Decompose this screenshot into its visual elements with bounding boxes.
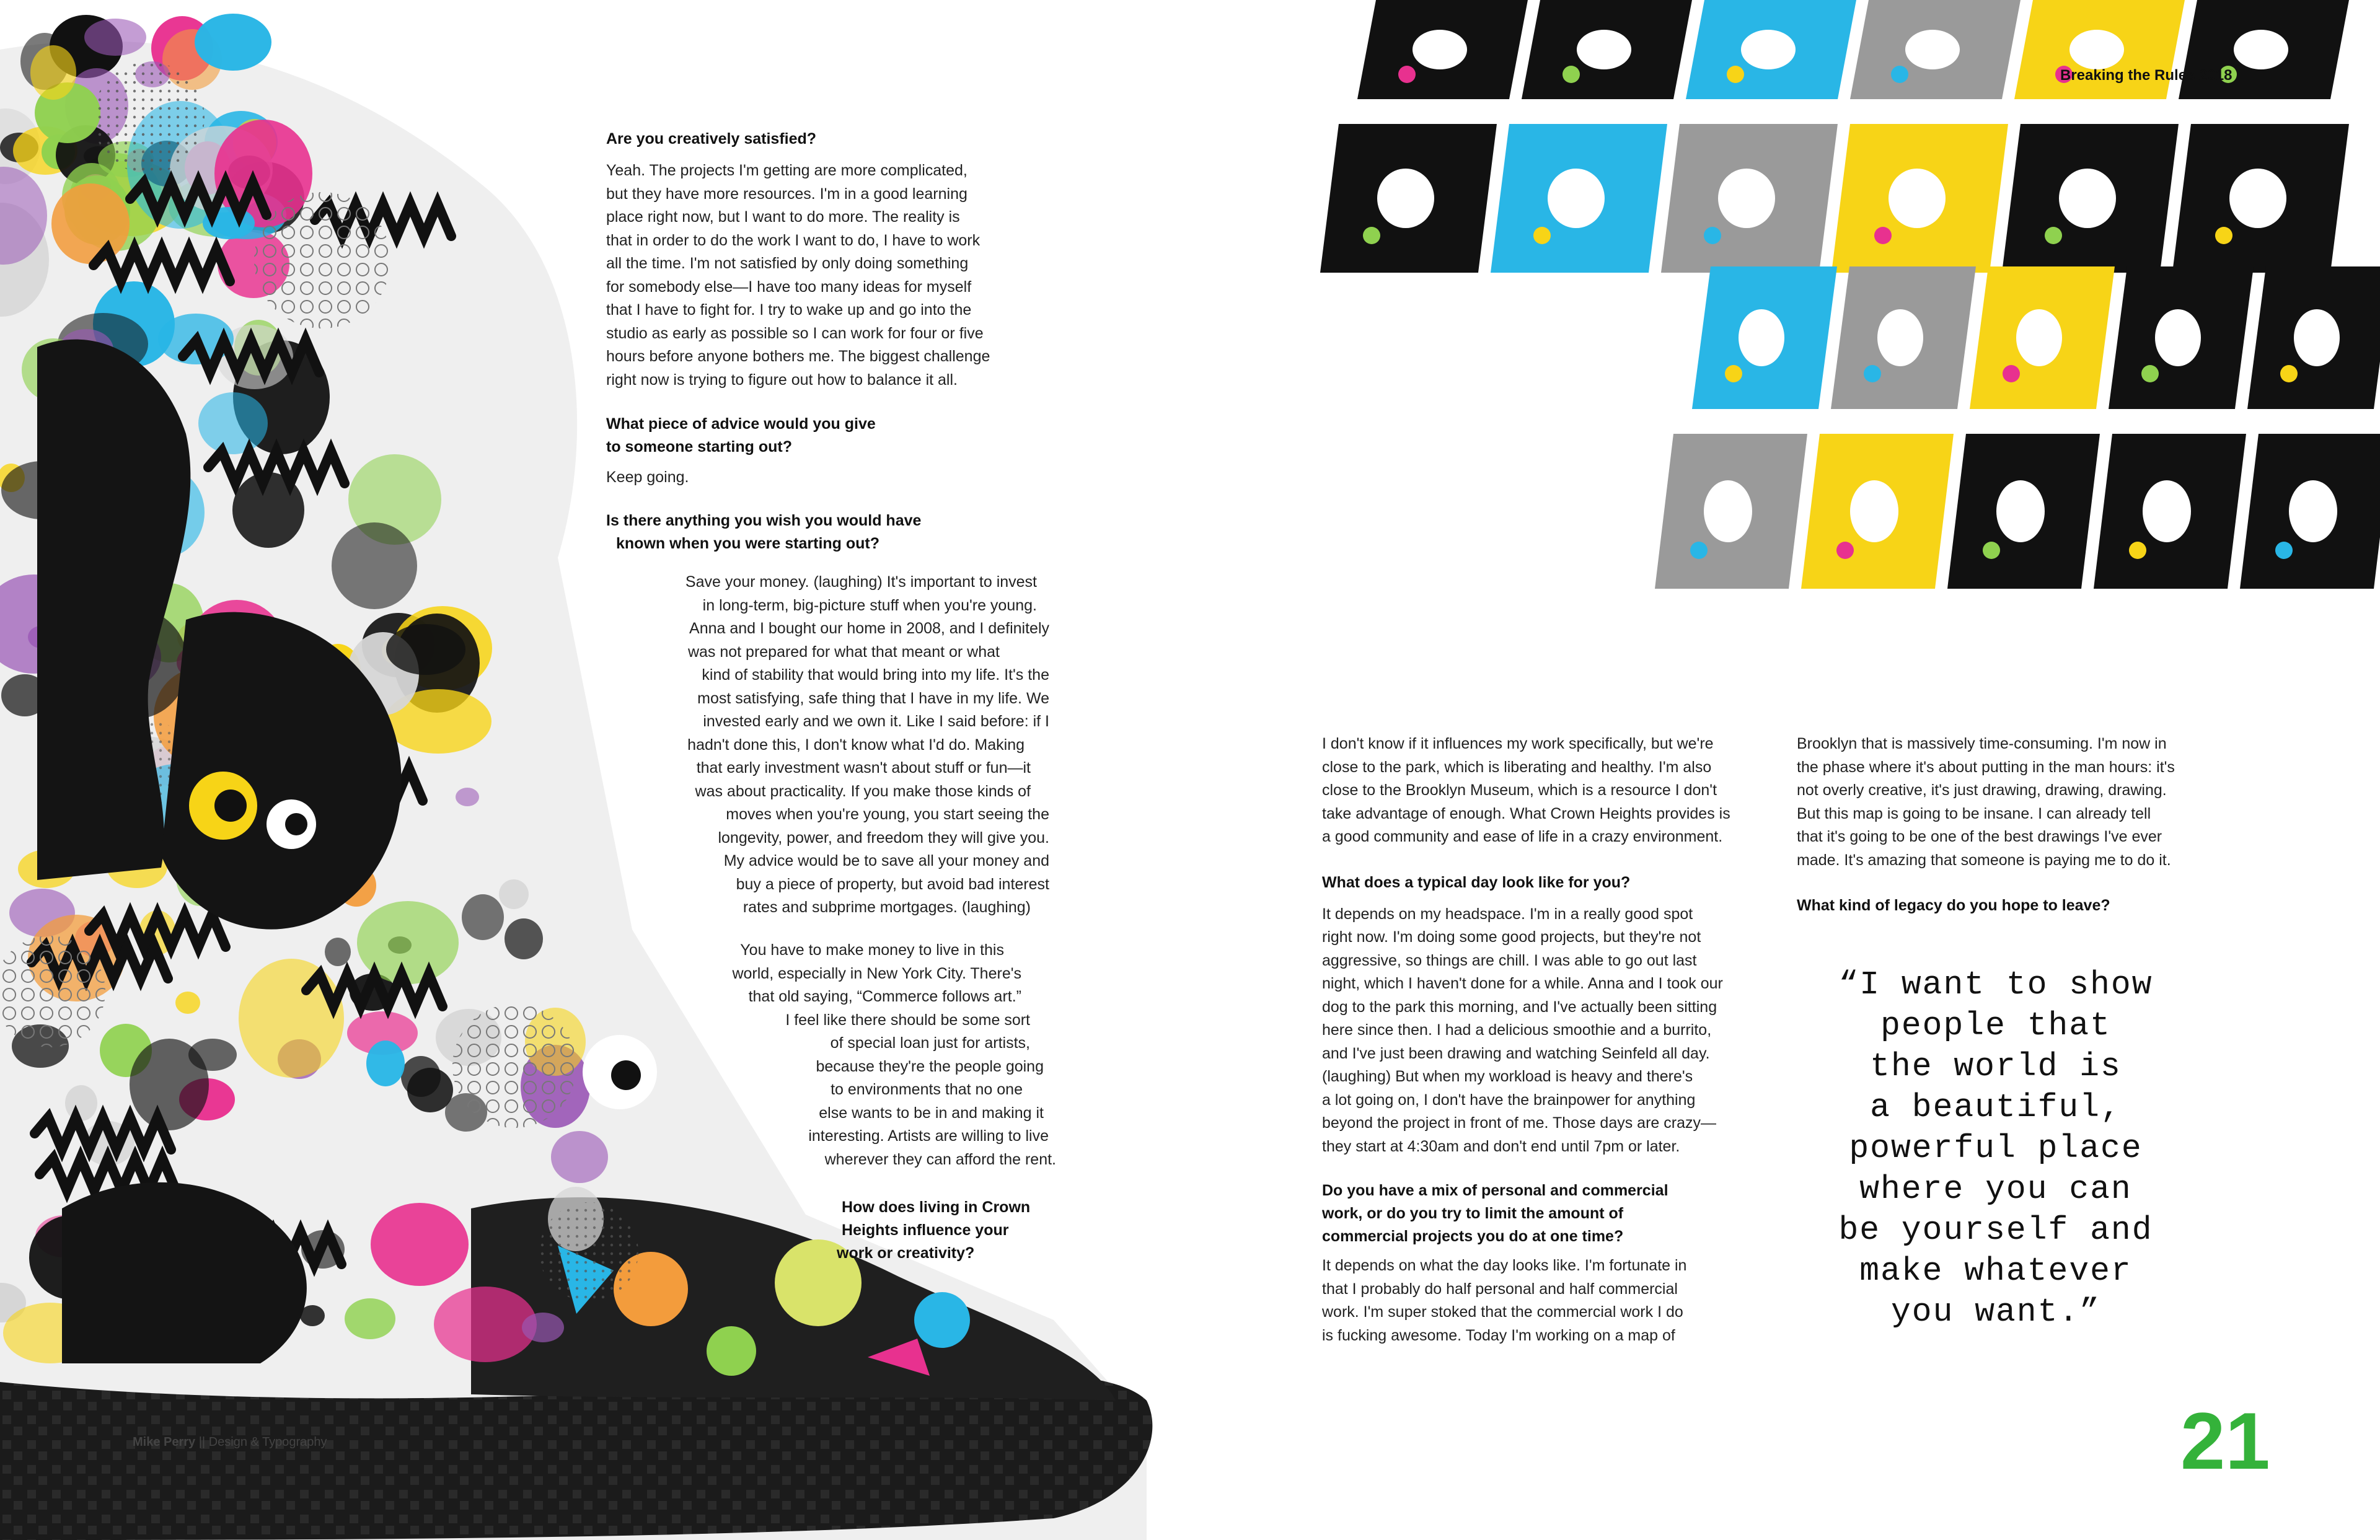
letter-counter — [2294, 309, 2340, 366]
doodle-blob — [499, 879, 529, 909]
text-line: because they're the people going — [816, 1057, 1044, 1075]
text-line: was not prepared for what that meant or what — [687, 643, 1000, 661]
right-column-2 — [1797, 733, 2268, 917]
letter-counter — [1889, 169, 1946, 228]
text-line: for somebody else—I have too many ideas for myself — [606, 278, 972, 296]
text-line: night, which I haven't done for a while. Anna and I took our — [1322, 975, 1723, 992]
text-line: What piece of advice would you give — [606, 415, 876, 433]
text-line: studio as early as possible so I can work for four or five — [606, 324, 984, 342]
letter-counter — [1377, 169, 1434, 228]
letter-counter — [2016, 309, 2062, 366]
doodle-blob — [84, 19, 146, 56]
text-line: I don't know if it influences my work specifically, but we're — [1322, 735, 1714, 752]
doodle-blob — [401, 1056, 441, 1097]
text-line: they start at 4:30am and don't end until 7pm or later. — [1322, 1137, 1680, 1155]
quote-line: where you can — [1859, 1171, 2132, 1208]
right-column-1 — [1322, 733, 1799, 1347]
letter-dot — [2141, 365, 2159, 382]
letter-dot — [1704, 227, 1721, 244]
text-line: all the time. I'm not satisfied by only doing something — [606, 255, 969, 272]
letter-counter — [1741, 30, 1796, 69]
text-line: world, especially in New York City. There's — [732, 964, 1021, 982]
text-line: hadn't done this, I don't know what I'd do. Making — [687, 736, 1025, 754]
doodle-blob — [456, 788, 479, 806]
doodle-blob — [551, 1131, 608, 1183]
doodle-blob — [366, 1041, 405, 1086]
text-line: commercial projects you do at one time? — [1322, 1228, 1624, 1245]
letter-counter — [1577, 30, 1631, 69]
text-line: Anna and I bought our home in 2008, and I definitely — [689, 620, 1049, 637]
question-creatively-satisfied: Are you creatively satisfied? — [606, 130, 817, 147]
letter-dot — [1533, 227, 1551, 244]
text-line: moves when you're young, you start seeing the — [726, 806, 1049, 823]
text-line: that old saying, “Commerce follows art.” — [748, 988, 1021, 1005]
text-line: known when you were starting out? — [616, 534, 880, 552]
letter-counter — [1718, 169, 1775, 228]
quote-line: be yourself and — [1838, 1212, 2153, 1249]
letter-counter — [1996, 480, 2045, 542]
question-typical-day: What does a typical day look like for you? — [1322, 873, 1631, 891]
letter-dot — [1725, 365, 1742, 382]
text-line: It depends on what the day looks like. I'm fortunate in — [1322, 1257, 1687, 1274]
quote-line: powerful place — [1849, 1130, 2143, 1167]
text-line: Save your money. (laughing) It's important to invest — [685, 573, 1037, 591]
letter-dot — [1983, 542, 2000, 559]
text-line: of special loan just for artists, — [830, 1034, 1030, 1052]
text-line: wherever they can afford the rent. — [824, 1150, 1056, 1168]
text-line: interesting. Artists are willing to live — [808, 1127, 1049, 1145]
text-line: rates and subprime mortgages. (laughing) — [743, 899, 1031, 916]
letter-counter — [1704, 480, 1752, 542]
letter-counter — [2229, 169, 2286, 228]
letter-dot — [1727, 66, 1744, 83]
letter-dot — [1690, 542, 1708, 559]
letter-counter — [2059, 169, 2116, 228]
text-line: Is there anything you wish you would have — [606, 511, 922, 529]
letter-counter — [2143, 480, 2191, 542]
credit-section: Design & Typography — [208, 1435, 327, 1449]
answer-wish-known — [558, 571, 1049, 920]
letter-dot — [2215, 227, 2232, 244]
text-line: (laughing) But when my workload is heavy and there's — [1322, 1068, 1693, 1085]
letter-dot — [1891, 66, 1908, 83]
left-column-top — [606, 128, 1090, 555]
doodle-blob — [30, 45, 76, 100]
text-line: and I've just been drawing and watching Seinfeld all day. — [1322, 1044, 1710, 1062]
text-line: I feel like there should be some sort — [785, 1011, 1030, 1029]
text-line: the phase where it's about putting in the man hours: it's — [1797, 758, 2175, 776]
text-line: You have to make money to live in this — [740, 941, 1004, 959]
doodle-blob — [462, 894, 504, 940]
text-line: Brooklyn that is massively time-consuming. I'm now in — [1797, 735, 2167, 752]
letter-counter — [1413, 30, 1467, 69]
text-line: to environments that no one — [831, 1081, 1023, 1098]
letter-counter — [1877, 309, 1923, 366]
text-line: hours before anyone bothers me. The biggest challenge — [606, 348, 990, 365]
doodle-blob — [188, 1039, 237, 1071]
letter-dot — [1836, 542, 1854, 559]
text-line: kind of stability that would bring into my life. It's the — [702, 666, 1049, 684]
letter-dot — [1398, 66, 1416, 83]
running-header: Breaking the Rules 2018 — [2060, 67, 2232, 84]
text-line: Do you have a mix of personal and commercial — [1322, 1182, 1668, 1199]
text-line: work. I'm super stoked that the commercial work I do — [1322, 1303, 1683, 1321]
doodle-blob — [198, 392, 268, 454]
question-wish-known — [606, 509, 1090, 555]
letter-counter — [2234, 30, 2288, 69]
question-crown-heights — [837, 1196, 1047, 1265]
text-line: not overly creative, it's just drawing, drawing, drawing. — [1797, 781, 2167, 799]
question-personal-commercial — [1322, 1179, 1799, 1248]
text-line: beyond the project in front of me. Those days are crazy— — [1322, 1114, 1716, 1132]
letter-dot — [1874, 227, 1892, 244]
text-line: place right now, but I want to do more. The reality is — [606, 208, 960, 226]
quote-line: “I want to show — [1838, 966, 2153, 1003]
text-line: a lot going on, I don't have the brainpower for anything — [1322, 1091, 1696, 1109]
text-line: work, or do you try to limit the amount of — [1322, 1205, 1624, 1222]
text-line: that I have to fight for. I try to wake up and go into the — [606, 301, 972, 319]
text-line: dog to the park this morning, and I've actually been sitting — [1322, 998, 1717, 1016]
text-line: that early investment wasn't about stuff or fun—it — [696, 759, 1031, 777]
letter-dot — [2003, 365, 2020, 382]
quote-line: the world is — [1870, 1048, 2122, 1085]
title-lettering-artwork — [1314, 0, 2380, 638]
pull-quote — [1785, 964, 2206, 1332]
text-line: was about practicality. If you make those kinds of — [695, 782, 1031, 800]
text-line: else wants to be in and making it — [819, 1104, 1044, 1122]
letter-dot — [1864, 365, 1881, 382]
quote-line: people that — [1880, 1007, 2111, 1044]
text-line: My advice would be to save all your money and — [723, 852, 1049, 869]
doodle-blob — [65, 1085, 97, 1121]
text-line: longevity, power, and freedom they will give you. — [718, 829, 1049, 847]
text-line: How does living in Crown — [842, 1199, 1031, 1216]
letter-counter — [1548, 169, 1605, 228]
text-line: work or creativity? — [837, 1244, 975, 1262]
doodle-blob — [345, 1298, 395, 1339]
doodle-blob — [371, 1203, 469, 1286]
question-advice — [606, 413, 1090, 459]
answer-advice: Keep going. — [606, 469, 689, 486]
text-line: right now is trying to figure out how to balance it all. — [606, 371, 958, 389]
doodle-blob — [239, 959, 344, 1078]
quote-line: a beautiful, — [1870, 1089, 2122, 1126]
text-line: invested early and we own it. Like I said before: if I — [703, 713, 1049, 730]
letter-counter — [1850, 480, 1898, 542]
text-line: that it's going to be one of the best drawings I've ever — [1797, 828, 2162, 845]
answer-personal-commercial-continued — [1797, 733, 2268, 872]
doodle-blob — [332, 522, 417, 609]
letter-dot — [2129, 542, 2146, 559]
doodle-blob — [175, 992, 200, 1014]
answer-make-money — [682, 939, 1066, 1171]
letter-counter — [2155, 309, 2201, 366]
text-line: is fucking awesome. Today I'm working on a map of — [1322, 1326, 1675, 1344]
text-line: a good community and ease of life in a crazy environment. — [1322, 828, 1723, 845]
text-line: Heights influence your — [842, 1221, 1009, 1239]
text-line: in long-term, big-picture stuff when you're young. — [702, 596, 1037, 614]
letter-dot — [2045, 227, 2062, 244]
answer-typical-day — [1322, 903, 1799, 1159]
text-line: right now. I'm doing some good projects, but they're not — [1322, 928, 1701, 946]
letter-dot — [1562, 66, 1580, 83]
text-line: It depends on my headspace. I'm in a really good spot — [1322, 905, 1693, 923]
quote-line: you want.” — [1890, 1293, 2101, 1331]
answer-creatively-satisfied — [606, 159, 1090, 392]
text-line: buy a piece of property, but avoid bad interest — [736, 875, 1049, 893]
text-line: close to the Brooklyn Museum, which is a resource I don't — [1322, 781, 1717, 799]
doodle-blob — [325, 938, 351, 966]
doodle-blob — [195, 14, 271, 71]
text-line: but they have more resources. I'm in a good learning — [606, 185, 967, 203]
answer-personal-commercial — [1322, 1254, 1799, 1347]
doodle-blob — [434, 1287, 537, 1362]
text-line: here since then. I had a delicious smoothie and a burrito, — [1322, 1021, 1712, 1039]
letter-counter — [1905, 30, 1960, 69]
doodle-blob — [51, 183, 130, 264]
text-line: close to the park, which is liberating and healthy. I'm also — [1322, 758, 1712, 776]
page-number: 21 — [2180, 1396, 2270, 1486]
quote-line: make whatever — [1859, 1252, 2132, 1290]
question-legacy: What kind of legacy do you hope to leave? — [1797, 897, 2110, 914]
doodle-blob — [505, 918, 543, 959]
letter-counter — [1739, 309, 1784, 366]
letter-dot — [2275, 542, 2293, 559]
text-line: Yeah. The projects I'm getting are more complicated, — [606, 162, 967, 179]
text-line: But this map is going to be insane. I can already tell — [1797, 804, 2151, 822]
answer-crown-heights — [1322, 733, 1799, 849]
credit-divider: || — [198, 1435, 209, 1449]
text-line: most satisfying, safe thing that I have in my life. We — [697, 689, 1049, 707]
letter-counter — [2069, 30, 2124, 69]
text-line: aggressive, so things are chill. I was able to go out last — [1322, 951, 1697, 969]
text-line: made. It's amazing that someone is paying me to do it. — [1797, 851, 2171, 869]
doodle-blob — [386, 624, 465, 675]
letter-dot — [2280, 365, 2298, 382]
text-line: that I probably do half personal and half commercial — [1322, 1280, 1678, 1298]
letter-dot — [1363, 227, 1380, 244]
letter-counter — [2289, 480, 2337, 542]
text-line: that in order to do the work I want to do, I have to work — [606, 231, 981, 249]
doodle-blob — [522, 1313, 564, 1342]
photo-credit — [133, 1435, 327, 1450]
text-line: to someone starting out? — [606, 438, 792, 455]
text-line: take advantage of enough. What Crown Heights provides is — [1322, 804, 1730, 822]
credit-name: Mike Perry — [133, 1435, 196, 1449]
